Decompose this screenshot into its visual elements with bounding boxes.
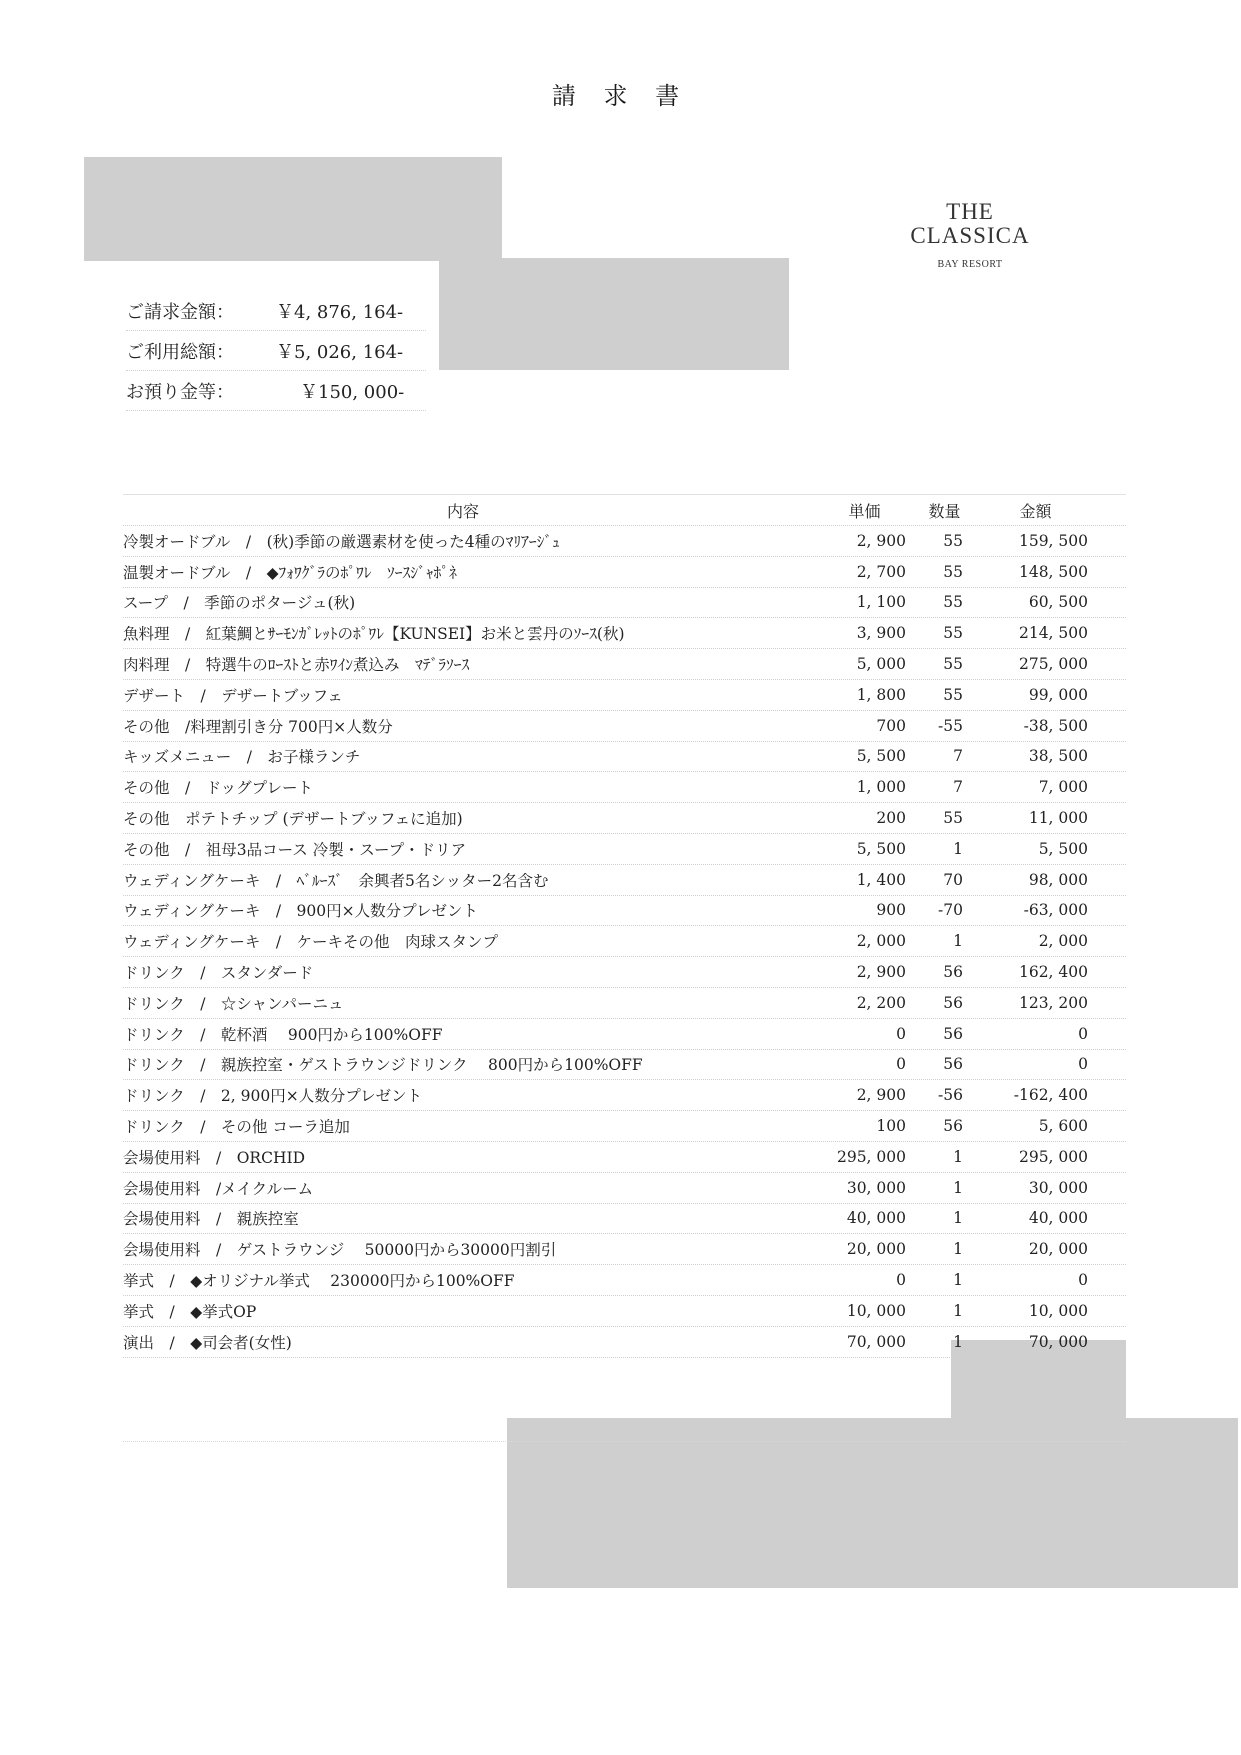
table-row — [123, 1080, 1126, 1111]
row-unit-price: 70, 000 — [846, 1332, 906, 1351]
table-row — [123, 588, 1126, 619]
row-unit-price: 2, 700 — [856, 562, 906, 581]
row-amount: 0 — [1078, 1271, 1088, 1290]
row-quantity: 55 — [943, 531, 963, 550]
row-amount: 2, 000 — [1038, 932, 1088, 951]
row-unit-price: 1, 400 — [856, 870, 906, 889]
deposit-value: ￥150, 000- — [300, 381, 405, 403]
table-row — [123, 926, 1126, 957]
table-body — [123, 526, 1126, 1358]
table-row — [123, 772, 1126, 803]
row-amount: 70, 000 — [1028, 1332, 1088, 1351]
redacted-recipient-block — [84, 157, 502, 261]
redacted-recipient-block-lower — [439, 258, 789, 370]
row-quantity: 55 — [943, 562, 963, 581]
table-row — [123, 680, 1126, 711]
row-amount: 10, 000 — [1028, 1301, 1088, 1320]
row-description: ドリンク / ☆シャンパーニュ — [123, 994, 344, 1013]
header-amount: 金額 — [1019, 501, 1052, 521]
header-unit-price: 単価 — [848, 501, 881, 521]
row-quantity: 55 — [943, 593, 963, 612]
row-unit-price: 1, 100 — [856, 593, 906, 612]
table-row — [123, 865, 1126, 896]
table-row — [123, 1050, 1126, 1081]
row-description: 挙式 / ◆オリジナル挙式 230000円から100%OFF — [123, 1272, 515, 1291]
row-description: 温製オードブル / ◆ﾌｫﾜｸﾞﾗのﾎﾟﾜﾚ ｿｰｽｼﾞｬﾎﾟﾈ — [123, 563, 457, 582]
row-quantity: 55 — [943, 685, 963, 704]
row-description: 挙式 / ◆挙式OP — [123, 1302, 257, 1321]
row-amount: 0 — [1078, 1024, 1088, 1043]
row-amount: 162, 400 — [1018, 963, 1088, 982]
row-amount: 275, 000 — [1018, 655, 1088, 674]
row-description: キッズメニュー / お子様ランチ — [123, 748, 361, 767]
row-amount: 11, 000 — [1028, 809, 1088, 828]
row-amount: 30, 000 — [1028, 1178, 1088, 1197]
row-quantity: -55 — [938, 716, 963, 735]
row-amount: 5, 600 — [1038, 1117, 1088, 1136]
row-unit-price: 200 — [876, 809, 906, 828]
row-unit-price: 5, 500 — [856, 839, 906, 858]
row-quantity: 56 — [943, 1055, 963, 1074]
table-row — [123, 1296, 1126, 1327]
row-unit-price: 0 — [896, 1271, 906, 1290]
row-quantity: 55 — [943, 624, 963, 643]
table-row — [123, 1234, 1126, 1265]
row-unit-price: 5, 500 — [856, 747, 906, 766]
row-description: その他 / ドッグプレート — [123, 779, 313, 798]
row-amount: 60, 500 — [1028, 593, 1088, 612]
row-amount: 5, 500 — [1038, 839, 1088, 858]
table-row — [123, 618, 1126, 649]
row-quantity: 1 — [953, 1332, 963, 1351]
row-description: デザート / デザートブッフェ — [123, 686, 343, 705]
table-row — [123, 1142, 1126, 1173]
table-row — [123, 1327, 1126, 1358]
row-quantity: 55 — [943, 655, 963, 674]
row-unit-price: 5, 000 — [856, 655, 906, 674]
row-quantity: -70 — [938, 901, 963, 920]
table-row — [123, 1111, 1126, 1142]
row-description: 会場使用料 / ゲストラウンジ 50000円から30000円割引 — [123, 1241, 557, 1260]
usage-total-value: ￥5, 026, 164- — [276, 341, 404, 363]
row-amount: 99, 000 — [1028, 685, 1088, 704]
row-amount: 148, 500 — [1018, 562, 1088, 581]
row-amount: 295, 000 — [1018, 1147, 1088, 1166]
table-row — [123, 988, 1126, 1019]
row-description: ドリンク / 乾杯酒 900円から100%OFF — [123, 1025, 443, 1044]
row-description: 会場使用料 / 親族控室 — [123, 1210, 299, 1229]
row-unit-price: 3, 900 — [856, 624, 906, 643]
row-unit-price: 2, 200 — [856, 993, 906, 1012]
logo-text-the: THE — [946, 199, 994, 224]
row-amount: -38, 500 — [1023, 716, 1088, 735]
row-description: ウェディングケーキ / ケーキその他 肉球スタンプ — [123, 933, 499, 952]
row-unit-price: 0 — [896, 1024, 906, 1043]
table-row — [123, 957, 1126, 988]
row-quantity: 56 — [943, 993, 963, 1012]
row-description: 魚料理 / 紅葉鯛とｻｰﾓﾝｶﾞﾚｯﾄのﾎﾟﾜﾚ【KUNSEI】お米と雲丹のｿｰｽ(秋) — [123, 625, 625, 644]
row-description: その他 / 祖母3品コース 冷製・スープ・ドリア — [123, 840, 467, 859]
row-description: ウェディングケーキ / ﾍﾞﾙｰｽﾞ 余興者5名シッター2名含む — [123, 871, 549, 890]
row-amount: 159, 500 — [1018, 531, 1088, 550]
logo-text-bay-resort: BAY RESORT — [937, 259, 1003, 270]
row-quantity: 56 — [943, 1024, 963, 1043]
row-quantity: 1 — [953, 1271, 963, 1290]
row-description: ウェディングケーキ / 900円×人数分プレゼント — [123, 902, 479, 921]
header-quantity: 数量 — [928, 501, 961, 521]
row-unit-price: 30, 000 — [846, 1178, 906, 1197]
row-description: ドリンク / 親族控室・ゲストラウンジドリンク 800円から100%OFF — [123, 1056, 643, 1075]
row-description: ドリンク / スタンダード — [123, 964, 314, 983]
logo-text-classica: CLASSICA — [910, 223, 1030, 248]
billing-amount-row — [126, 291, 426, 331]
table-header — [123, 494, 1126, 526]
row-unit-price: 1, 800 — [856, 685, 906, 704]
row-description: 会場使用料 /メイクルーム — [123, 1179, 314, 1198]
row-description: スープ / 季節のポタージュ(秋) — [123, 594, 356, 613]
row-amount: 38, 500 — [1028, 747, 1088, 766]
row-quantity: -56 — [938, 1086, 963, 1105]
row-amount: 0 — [1078, 1055, 1088, 1074]
usage-total-label: ご利用総額： — [126, 341, 234, 363]
redacted-footer-block — [507, 1418, 1238, 1588]
table-row — [123, 1265, 1126, 1296]
venue-logo — [880, 200, 1060, 270]
row-unit-price: 100 — [876, 1117, 906, 1136]
table-row — [123, 803, 1126, 834]
row-amount: 7, 000 — [1038, 778, 1088, 797]
row-unit-price: 2, 900 — [856, 963, 906, 982]
row-unit-price: 2, 900 — [856, 1086, 906, 1105]
row-unit-price: 0 — [896, 1055, 906, 1074]
row-unit-price: 40, 000 — [846, 1209, 906, 1228]
usage-total-row — [126, 331, 426, 371]
row-amount: 40, 000 — [1028, 1209, 1088, 1228]
billing-amount-label: ご請求金額： — [126, 301, 234, 323]
row-description: その他 ポテトチップ (デザートブッフェに追加) — [123, 810, 463, 829]
header-description: 内容 — [446, 501, 479, 521]
row-unit-price: 2, 900 — [856, 531, 906, 550]
row-amount: 20, 000 — [1028, 1240, 1088, 1259]
billing-amount-value: ￥4, 876, 164- — [276, 301, 404, 323]
row-description: ドリンク / 2, 900円×人数分プレゼント — [123, 1087, 423, 1106]
amount-summary — [126, 291, 426, 411]
row-amount: -162, 400 — [1013, 1086, 1088, 1105]
row-quantity: 70 — [943, 870, 963, 889]
row-description: 会場使用料 / ORCHID — [123, 1148, 306, 1167]
row-description: その他 /料理割引き分 700円×人数分 — [123, 717, 393, 736]
row-quantity: 55 — [943, 809, 963, 828]
table-row — [123, 896, 1126, 927]
row-quantity: 1 — [953, 839, 963, 858]
row-unit-price: 2, 000 — [856, 932, 906, 951]
table-row — [123, 526, 1126, 557]
deposit-row — [126, 371, 426, 411]
row-quantity: 1 — [953, 1178, 963, 1197]
row-unit-price: 1, 000 — [856, 778, 906, 797]
row-quantity: 56 — [943, 963, 963, 982]
line-items-table — [123, 494, 1126, 1358]
footer-divider — [123, 1441, 1126, 1442]
table-row — [123, 834, 1126, 865]
table-row — [123, 1173, 1126, 1204]
table-row — [123, 557, 1126, 588]
row-amount: 214, 500 — [1018, 624, 1088, 643]
row-quantity: 7 — [953, 747, 963, 766]
row-amount: 123, 200 — [1018, 993, 1088, 1012]
row-description: 肉料理 / 特選牛のﾛｰｽﾄと赤ﾜｲﾝ煮込み ﾏﾃﾞﾗｿｰｽ — [123, 656, 470, 675]
row-unit-price: 20, 000 — [846, 1240, 906, 1259]
row-description: 演出 / ◆司会者(女性) — [123, 1333, 292, 1352]
row-quantity: 1 — [953, 932, 963, 951]
row-quantity: 7 — [953, 778, 963, 797]
row-amount: 98, 000 — [1028, 870, 1088, 889]
row-quantity: 1 — [953, 1209, 963, 1228]
row-quantity: 1 — [953, 1301, 963, 1320]
table-row — [123, 742, 1126, 773]
row-description: 冷製オードブル / (秋)季節の厳選素材を使った4種のﾏﾘｱｰｼﾞｭ — [123, 532, 560, 551]
deposit-label: お預り金等： — [126, 381, 234, 403]
row-unit-price: 10, 000 — [846, 1301, 906, 1320]
row-quantity: 1 — [953, 1147, 963, 1166]
row-unit-price: 700 — [876, 716, 906, 735]
row-description: ドリンク / その他 コーラ追加 — [123, 1118, 350, 1137]
row-amount: -63, 000 — [1023, 901, 1088, 920]
document-title: 請 求 書 — [551, 82, 690, 110]
row-quantity: 1 — [953, 1240, 963, 1259]
row-unit-price: 900 — [876, 901, 906, 920]
table-row — [123, 1019, 1126, 1050]
table-row — [123, 1204, 1126, 1235]
row-unit-price: 295, 000 — [836, 1147, 906, 1166]
table-row — [123, 711, 1126, 742]
row-quantity: 56 — [943, 1117, 963, 1136]
table-row — [123, 649, 1126, 680]
